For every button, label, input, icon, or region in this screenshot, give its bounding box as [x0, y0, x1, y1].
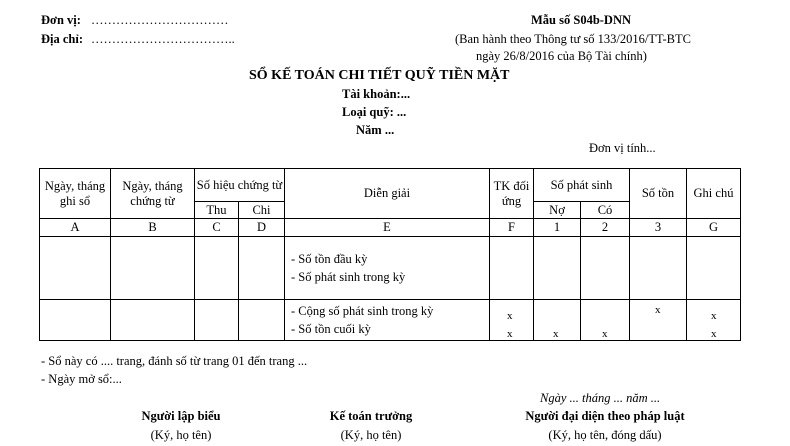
issued-line-1: (Ban hành theo Thông tư số 133/2016/TT-BTC: [455, 32, 691, 46]
row-arising-in-period: - Số phát sinh trong kỳ: [291, 270, 406, 284]
address-label: Địa chỉ:: [41, 32, 84, 46]
code-cell: A: [40, 219, 111, 237]
row-closing-balance: - Số tồn cuối kỳ: [291, 322, 371, 336]
header-date-voucher: Ngày, tháng chứng từ: [111, 169, 195, 219]
unit-dots: ……………………………: [91, 13, 229, 27]
code-cell: 3: [630, 219, 687, 237]
preparer-title: Người lập biểu: [141, 409, 221, 423]
year-line: Năm ...: [356, 123, 395, 137]
open-date-note: - Ngày mở sổ:...: [41, 372, 122, 386]
header-voucher-no: Số hiệu chứng từ: [195, 169, 285, 202]
cash-ledger-table: [39, 168, 741, 341]
header-receipt: Thu: [195, 202, 239, 219]
header-balance: Số tồn: [630, 169, 687, 219]
mark-x: x: [602, 328, 608, 340]
currency-unit: Đơn vị tính...: [589, 141, 656, 155]
row-total-arising: - Cộng số phát sinh trong kỳ: [291, 304, 434, 318]
code-cell: E: [285, 219, 490, 237]
mark-x: x: [553, 328, 559, 340]
code-cell: C: [195, 219, 239, 237]
issued-line-2: ngày 26/8/2016 của Bộ Tài chính): [476, 49, 647, 63]
account-line: Tài khoản:...: [342, 87, 411, 101]
pages-note: - Sổ này có .... trang, đánh số từ trang 01 đến trang ...: [41, 354, 308, 368]
signing-date: Ngày ... tháng ... năm ...: [540, 391, 661, 405]
code-cell: 1: [534, 219, 581, 237]
preparer-sign-note: (Ký, họ tên): [150, 428, 212, 442]
chief-accountant-sign-note: (Ký, họ tên): [340, 428, 402, 442]
header-description: Diễn giải: [285, 169, 490, 219]
form-number: Mẫu số S04b-DNN: [531, 13, 632, 27]
header-note: Ghi chú: [687, 169, 741, 219]
header-debit: Nợ: [534, 202, 581, 219]
mark-x: x: [711, 310, 717, 322]
page-title: SỔ KẾ TOÁN CHI TIẾT QUỸ TIỀN MẶT: [249, 68, 510, 83]
address-dots: ……………………………..: [91, 32, 235, 46]
mark-x: x: [655, 304, 661, 316]
fund-type-line: Loại quỹ: ...: [342, 105, 407, 119]
header-arising: Số phát sinh: [534, 169, 630, 202]
header-contra-account: TK đối ứng: [490, 169, 534, 219]
legal-rep-title: Người đại diện theo pháp luật: [525, 409, 685, 423]
code-cell: F: [490, 219, 534, 237]
code-cell: B: [111, 219, 195, 237]
code-cell: D: [239, 219, 285, 237]
header-credit: Có: [581, 202, 630, 219]
mark-x: x: [507, 310, 513, 322]
table-row: [40, 237, 741, 300]
mark-x: x: [507, 328, 513, 340]
code-cell: 2: [581, 219, 630, 237]
mark-x: x: [711, 328, 717, 340]
unit-label: Đơn vị:: [41, 13, 81, 27]
header-date-record: Ngày, tháng ghi sổ: [40, 169, 111, 219]
chief-accountant-title: Kế toán trưởng: [329, 409, 413, 423]
code-cell: G: [687, 219, 741, 237]
table-row: [40, 300, 741, 341]
row-opening-balance: - Số tồn đầu kỳ: [291, 252, 368, 266]
legal-rep-sign-note: (Ký, họ tên, đóng dấu): [548, 428, 662, 442]
header-payment: Chi: [239, 202, 285, 219]
